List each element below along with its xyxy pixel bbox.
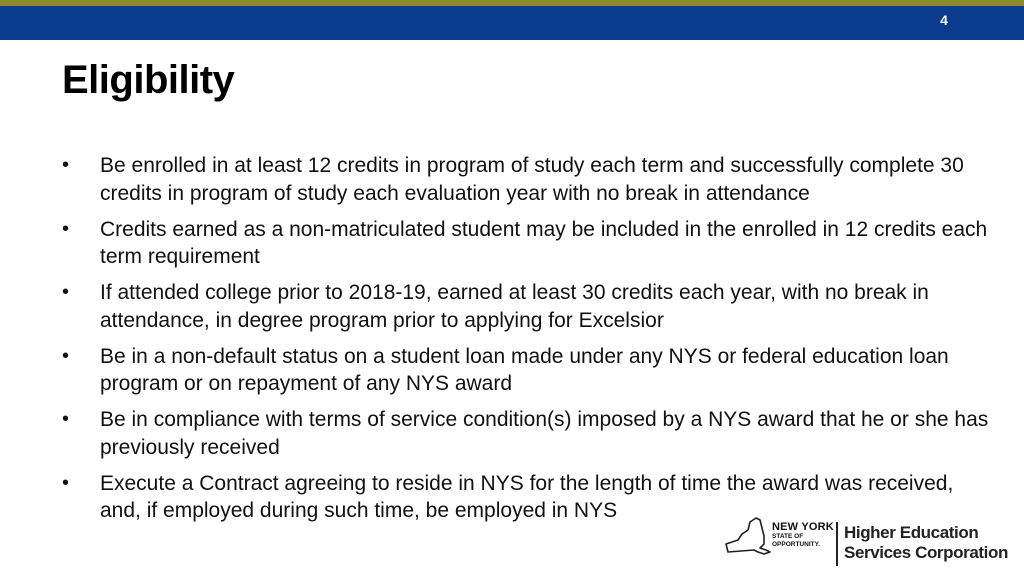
- org-name-line-1: Higher Education: [844, 523, 979, 542]
- bullet-text: Be in a non-default status on a student loan made under any NYS or federal education loan program or on repayment of any NYS award: [100, 344, 949, 395]
- bullet-marker: •: [62, 408, 70, 430]
- hesc-logo: [720, 514, 1020, 572]
- bullet-item: [62, 279, 992, 334]
- bullet-marker: •: [62, 281, 70, 303]
- new-york-state-map-icon: [720, 514, 772, 558]
- org-name: [844, 523, 1008, 563]
- bullet-marker: •: [62, 471, 70, 494]
- slide-title: Eligibility: [62, 58, 235, 102]
- org-name-line-2: Services Corporation: [844, 543, 1008, 562]
- bullet-text: Be in compliance with terms of service condition(s) imposed by a NYS award that he or she has previously received: [100, 408, 989, 459]
- bullet-text: Execute a Contract agreeing to reside in NYS for the length of time the award was received, and, if employed during such time, be employed in NYS: [100, 471, 954, 522]
- bullet-text: Be enrolled in at least 12 credits in program of study each term and successfully complete 30 credits in program of study each evaluation year with no break in attendance: [100, 154, 964, 205]
- bullet-marker: •: [62, 344, 70, 367]
- ny-wordmark: [772, 522, 834, 548]
- ny-line-1: NEW YORK: [772, 521, 834, 533]
- ny-line-2: STATE OF: [772, 533, 804, 540]
- bullet-item: [62, 343, 992, 398]
- bullet-item: [62, 152, 992, 207]
- bullet-text: Credits earned as a non-matriculated student may be included in the enrolled in 12 credits each term requirement: [100, 217, 988, 268]
- ny-line-3: OPPORTUNITY.: [772, 540, 821, 548]
- logo-divider: [836, 522, 838, 566]
- header-band: [0, 6, 1024, 40]
- bullet-marker: •: [62, 217, 70, 240]
- page-number: 4: [940, 12, 948, 28]
- bullet-list: [62, 152, 992, 533]
- bullet-item: [62, 406, 992, 461]
- bullet-text: If attended college prior to 2018-19, earned at least 30 credits each year, with no break in attendance, in degree program prior to applying for Excelsior: [100, 281, 929, 332]
- bullet-marker: •: [62, 154, 70, 176]
- bullet-item: [62, 216, 992, 271]
